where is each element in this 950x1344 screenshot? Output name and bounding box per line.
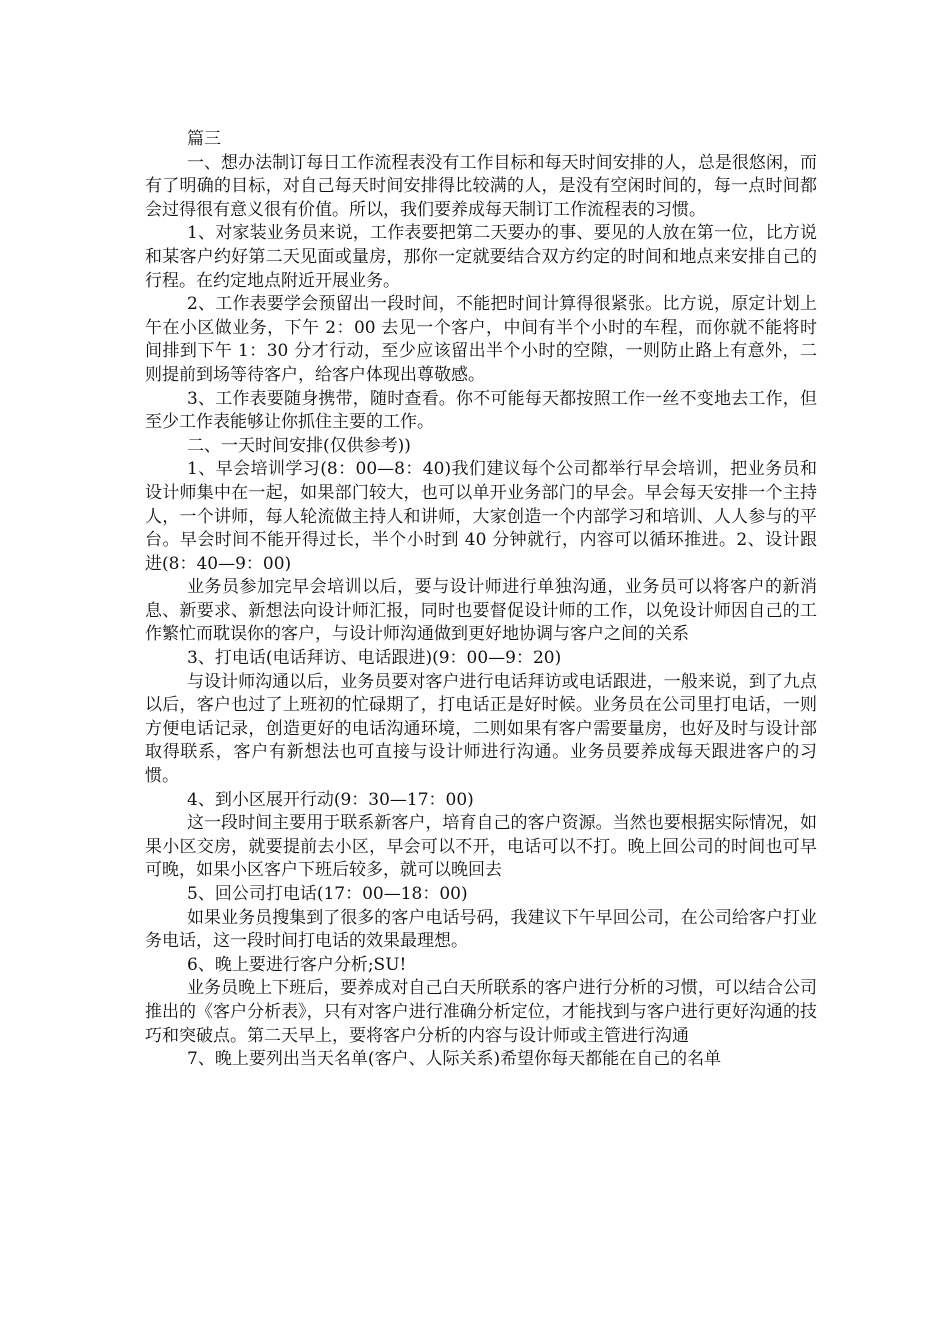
list-item-heading: 5、回公司打电话(17：00—18：00) [187,884,468,904]
paragraph: 这一段时间主要用于联系新客户，培育自己的客户资源。当然也要根据实际情况，如果小区交房，就要提前去小区，早会可以不开，电话可以不打。晚上回公司的时间也可早可晚，如果小区客户下班后较多，就可以晚回去 [145,813,817,881]
paragraph: 1、早会培训学习(8：00—8：40)我们建议每个公司都举行早会培训，把业务员和设计师集中在一起，如果部门较大，也可以单开业务部门的早会。早会每天安排一个主持人，一个讲师，每人轮流做主持人和讲师，大家创造一个内部学习和培训、人人参与的平台。早会时间不能开得过长，半个小时到 40 分钟就行，内容可以循环推进。2、设计跟进(8：40—9：00) [145,459,817,574]
document-body [145,128,817,1072]
paragraph: 与设计师沟通以后，业务员要对客户进行电话拜访或电话跟进，一般来说，到了九点以后，客户也过了上班初的忙碌期了，打电话正是好时候。业务员在公司里打电话，一则方便电话记录，创造更好的电话沟通环境，二则如果有客户需要量房，也好及时与设计部取得联系，客户有新想法也可直接与设计师进行沟通。业务员要养成每天跟进客户的习惯。 [145,671,817,787]
section-heading: 篇三 [187,129,221,149]
list-item-heading: 7、晚上要列出当天名单(客户、人际关系)希望你每天都能在自己的名单 [187,1049,722,1070]
list-item-heading: 4、到小区展开行动(9：30—17：00) [187,789,474,810]
subheading: 二、一天时间安排(仅供参考)) [187,435,411,456]
paragraph: 业务员参加完早会培训以后，要与设计师进行单独沟通，业务员可以将客户的新消息、新要求、新想法向设计师汇报，同时也要督促设计师的工作，以免设计师因自己的工作繁忙而耽误你的客户，与设计师沟通做到更好地协调与客户之间的关系 [145,577,817,645]
paragraph: 2、工作表要学会预留出一段时间，不能把时间计算得很紧张。比方说，原定计划上午在小区做业务，下午 2：00 去见一个客户，中间有半个小时的车程，而你就不能将时间排到下午 1：30 分才行动，至少应该留出半个小时的空隙，一则防止路上有意外，二则提前到场等待客户，给客户体现出尊敬感。 [145,294,817,385]
list-item-heading: 6、晚上要进行客户分析;SU! [187,954,407,975]
paragraph: 业务员晚上下班后，要养成对自己白天所联系的客户进行分析的习惯，可以结合公司推出的《客户分析表》，只有对客户进行准确分析定位，才能找到与客户进行更好沟通的技巧和突破点。第二天早上，要将客户分析的内容与设计师或主管进行沟通 [145,978,817,1046]
paragraph: 如果业务员搜集到了很多的客户电话号码，我建议下午早回公司，在公司给客户打业务电话，这一段时间打电话的效果最理想。 [145,907,817,952]
paragraph: 一、想办法制订每日工作流程表没有工作目标和每天时间安排的人，总是很悠闲，而有了明确的目标，对自己每天时间安排得比较满的人，是没有空闲时间的，每一点时间都会过得很有意义很有价值。所以，我们要养成每天制订工作流程表的习惯。 [145,152,817,220]
paragraph: 3、工作表要随身携带，随时查看。你不可能每天都按照工作一丝不变地去工作，但至少工作表能够让你抓住主要的工作。 [145,388,817,433]
list-item-heading: 3、打电话(电话拜访、电话跟进)(9：00—9：20) [187,648,562,669]
paragraph: 1、对家装业务员来说，工作表要把第二天要办的事、要见的人放在第一位，比方说和某客户约好第二天见面或量房，那你一定就要结合双方约定的时间和地点来安排自己的行程。在约定地点附近开展业务。 [145,223,817,291]
